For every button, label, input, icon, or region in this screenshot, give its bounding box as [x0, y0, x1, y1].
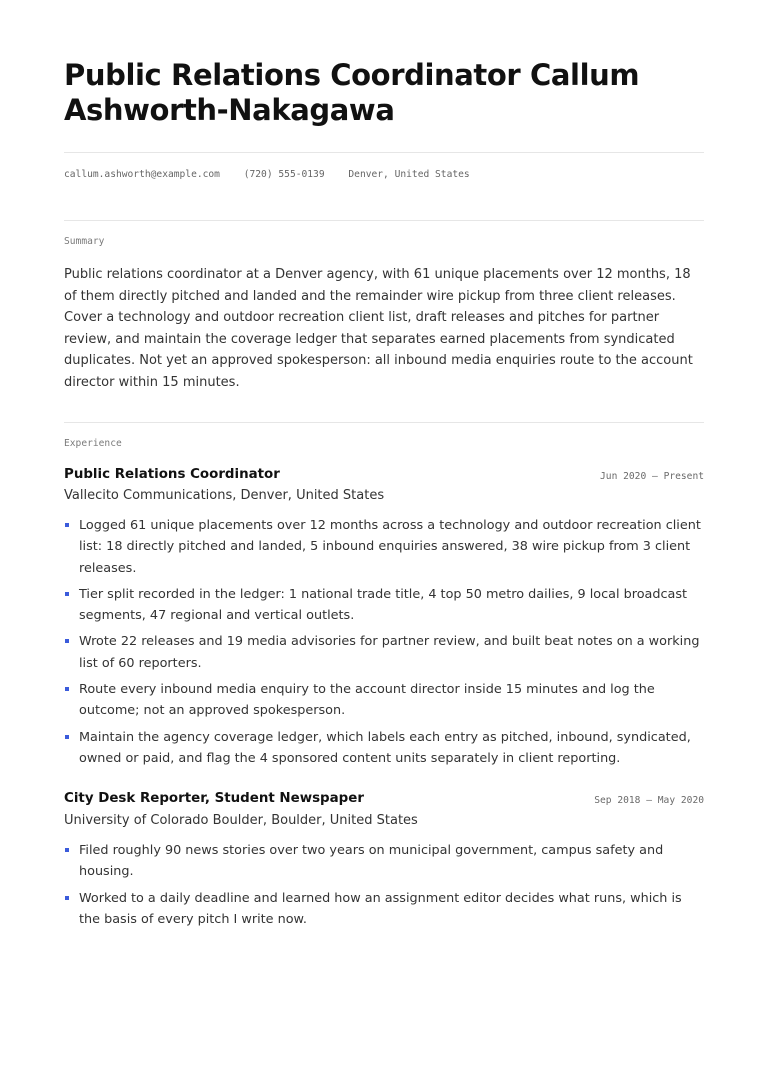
bullet-square-icon [65, 735, 69, 739]
divider [64, 220, 704, 221]
contact-email[interactable]: callum.ashworth@example.com [64, 169, 220, 180]
list-item-text: Wrote 22 releases and 19 media advisories for partner review, and built beat notes on a working list of 60 reporters. [79, 634, 700, 671]
list-item [64, 888, 704, 931]
list-item-text: Tier split recorded in the ledger: 1 national trade title, 4 top 50 metro dailies, 9 local broadcast segments, 47 regional and vertical outlets. [79, 586, 688, 624]
bullet-square-icon [65, 687, 69, 691]
list-item [64, 840, 704, 883]
list-item-text: Maintain the agency coverage ledger, which labels each entry as pitched, inbound, syndicated, owned or paid, and flag the 4 sponsored content units separately in client reporting. [79, 729, 691, 766]
contact-location: Denver, United States [348, 169, 470, 180]
list-item [64, 515, 704, 579]
page-title: Public Relations Coordinator Callum Ashworth-Nakagawa [64, 58, 640, 127]
job-company: University of Colorado Boulder, Boulder, United States [64, 813, 418, 828]
job-dates: Sep 2018 — May 2020 [594, 795, 704, 806]
job-company: Vallecito Communications, Denver, United States [64, 488, 385, 503]
list-item [64, 727, 704, 770]
list-item-text: Logged 61 unique placements over 12 months across a technology and outdoor recreation client list: 18 directly pitched and landed, 5 inbound enquiries answered, 38 wire pickup from 3 client releases. [79, 518, 701, 576]
job-title: City Desk Reporter, Student Newspaper [64, 791, 364, 806]
bullet-square-icon [65, 592, 69, 596]
bullet-square-icon [65, 896, 69, 900]
list-item [64, 679, 704, 722]
contact-line [64, 168, 488, 182]
job-dates: Jun 2020 — Present [600, 471, 704, 482]
divider [64, 152, 704, 153]
divider [64, 422, 704, 423]
bullet-square-icon [65, 848, 69, 852]
list-item [64, 631, 704, 674]
summary-text: Public relations coordinator at a Denver agency, with 61 unique placements over 12 months, 18 of them directly pitched and landed and the remainder wire pickup from three client releases. Cover a technology and outdoor recreation client list, draft releases and pitches for partner review, and maintain the coverage ledger that separates earned placements from syndicated duplicates. Not yet an approved spokesperson: all inbound media enquiries route to the account director within 15 minutes. [64, 267, 693, 390]
section-label-experience: Experience [64, 438, 122, 449]
bullet-square-icon [65, 639, 69, 643]
list-item-text: Filed roughly 90 news stories over two years on municipal government, campus safety and housing. [79, 843, 664, 880]
contact-phone[interactable]: (720) 555-0139 [243, 169, 325, 180]
list-item-text: Route every inbound media enquiry to the account director inside 15 minutes and log the outcome; not an approved spokesperson. [79, 682, 655, 719]
list-item-text: Worked to a daily deadline and learned how an assignment editor decides what runs, which is the basis of every pitch I write now. [79, 890, 682, 927]
bullet-square-icon [65, 523, 69, 527]
list-item [64, 584, 704, 627]
job-bullets [64, 515, 704, 774]
section-label-summary: Summary [64, 236, 105, 247]
job-bullets [64, 840, 704, 935]
job-title: Public Relations Coordinator [64, 467, 280, 482]
